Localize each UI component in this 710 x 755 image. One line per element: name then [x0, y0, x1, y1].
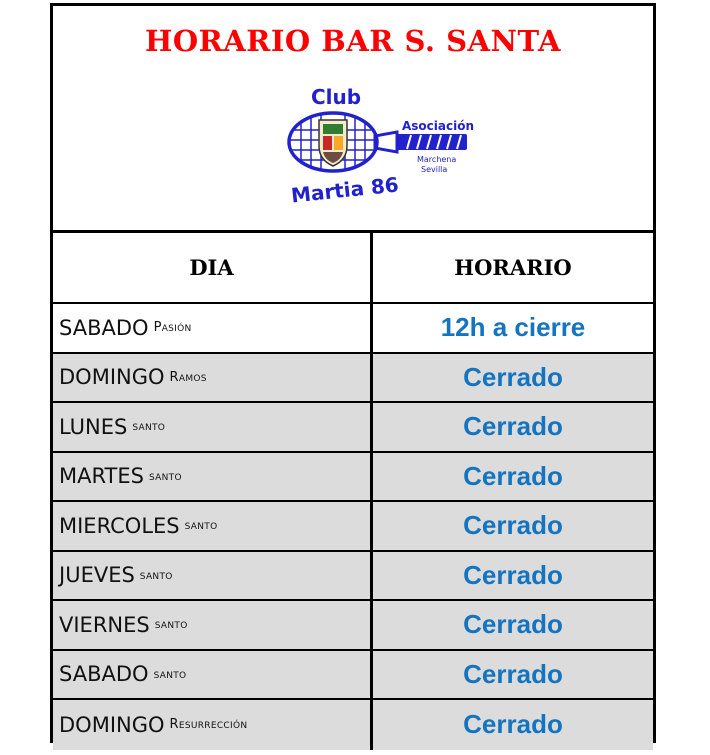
hours-cell: Cerrado — [373, 502, 653, 550]
day-name: MARTES — [59, 464, 144, 489]
hours-cell: Cerrado — [373, 601, 653, 649]
day-cell — [53, 502, 373, 550]
hours-cell: Cerrado — [373, 453, 653, 501]
table-row — [53, 502, 653, 552]
table-row — [53, 552, 653, 602]
hours-cell: Cerrado — [373, 651, 653, 699]
schedule-table — [53, 233, 653, 750]
table-row — [53, 601, 653, 651]
day-name: VIERNES — [59, 612, 150, 637]
page-title: HORARIO BAR S. SANTA — [144, 24, 562, 58]
table-row — [53, 304, 653, 354]
day-qualifier: Pasión — [153, 320, 192, 336]
day-name: DOMINGO — [59, 365, 165, 390]
logo-name-text: Martia 86 — [289, 172, 400, 208]
day-cell — [53, 601, 373, 649]
day-cell — [53, 453, 373, 501]
hours-cell: Cerrado — [373, 403, 653, 451]
day-name: SABADO — [59, 315, 149, 340]
hours-cell: 12h a cierre — [440, 312, 586, 343]
table-row — [53, 651, 653, 701]
day-name: DOMINGO — [59, 712, 165, 737]
coat-of-arms-icon — [319, 120, 347, 166]
logo-asociacion-text: Asociación — [402, 119, 475, 133]
table-row — [53, 700, 653, 750]
header-day: DIA — [53, 233, 373, 302]
header-hours: HORARIO — [454, 255, 572, 280]
day-qualifier: Resurrección — [169, 717, 248, 733]
day-qualifier: santo — [153, 666, 187, 682]
hours-cell: Cerrado — [373, 552, 653, 600]
day-name: SABADO — [59, 662, 149, 687]
hours-cell: Cerrado — [373, 700, 653, 750]
club-logo — [285, 80, 475, 208]
day-cell — [53, 354, 373, 402]
day-cell — [53, 700, 373, 750]
day-qualifier: santo — [184, 518, 218, 534]
table-row — [53, 354, 653, 404]
day-cell — [53, 552, 373, 600]
day-qualifier: santo — [148, 468, 182, 484]
logo-province-text: Sevilla — [421, 165, 448, 174]
logo-town-text: Marchena — [417, 155, 457, 164]
hours-cell: Cerrado — [373, 354, 653, 402]
day-name: LUNES — [59, 414, 128, 439]
day-cell — [53, 403, 373, 451]
header — [53, 6, 653, 233]
day-cell — [53, 651, 373, 699]
day-name: MIERCOLES — [59, 513, 180, 538]
day-qualifier: Ramos — [169, 369, 207, 385]
day-qualifier: santo — [154, 617, 188, 633]
day-cell — [53, 304, 373, 352]
day-qualifier: santo — [132, 419, 166, 435]
schedule-sheet — [50, 3, 656, 743]
table-header-row — [53, 233, 653, 304]
day-name: JUEVES — [59, 563, 135, 588]
table-row — [53, 453, 653, 503]
table-row — [53, 403, 653, 453]
logo-club-text: Club — [311, 85, 362, 109]
day-qualifier: santo — [139, 567, 173, 583]
